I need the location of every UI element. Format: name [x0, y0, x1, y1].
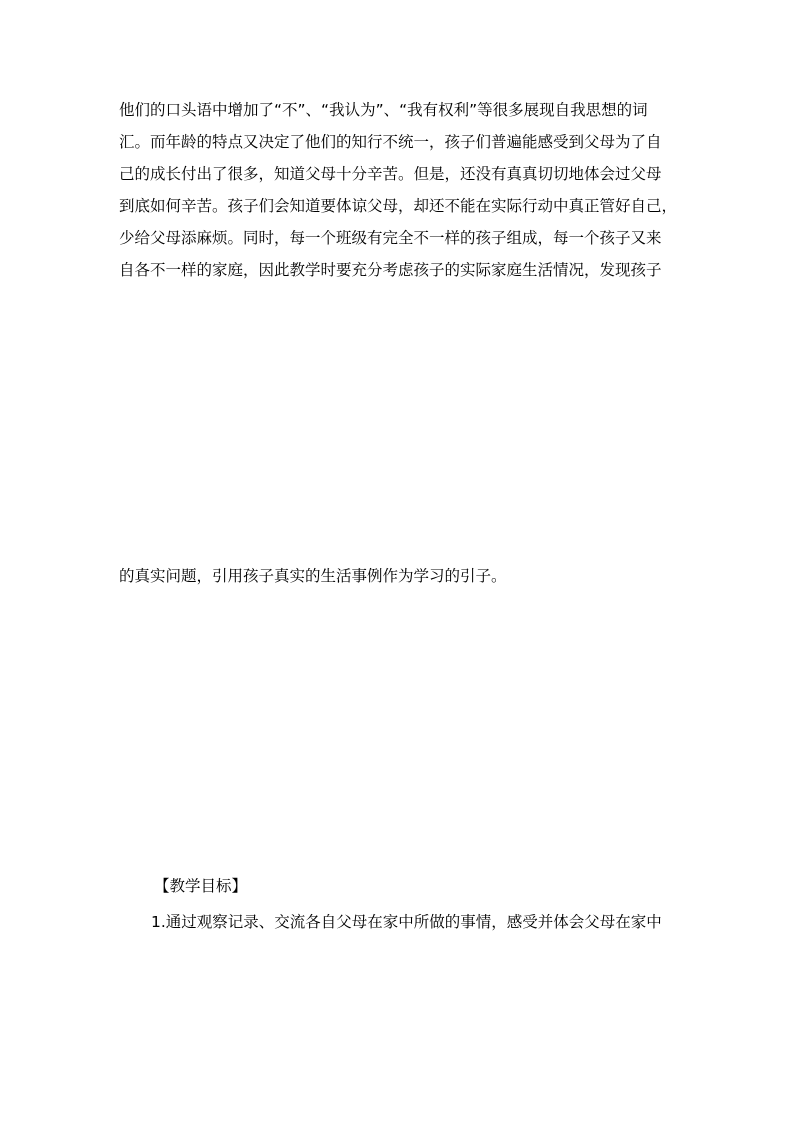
- paragraph-line: 的真实问题，引用孩子真实的生活事例作为学习的引子。: [119, 567, 507, 585]
- paragraph-line: 他们的口头语中增加了“不”、“我认为”、“我有权利”等很多展现自我思想的词: [119, 101, 648, 119]
- section-heading-teaching-objectives: 【教学目标】: [154, 877, 248, 895]
- paragraph-line: 少给父母添麻烦。同时，每一个班级有完全不一样的孩子组成，每一个孩子又来: [119, 229, 662, 247]
- paragraph-line: 自各不一样的家庭，因此教学时要充分考虑孩子的实际家庭生活情况，发现孩子: [119, 261, 662, 279]
- paragraph-line: 己的成长付出了很多，知道父母十分辛苦。但是，还没有真真切切地体会过父母: [119, 165, 662, 183]
- objective-item: 1.通过观察记录、交流各自父母在家中所做的事情，感受并体会父母在家中: [151, 913, 662, 931]
- paragraph-line: 汇。而年龄的特点又决定了他们的知行不统一，孩子们普遍能感受到父母为了自: [119, 133, 662, 151]
- paragraph-line: 到底如何辛苦。孩子们会知道要体谅父母，却还不能在实际行动中真正管好自己，: [119, 197, 678, 215]
